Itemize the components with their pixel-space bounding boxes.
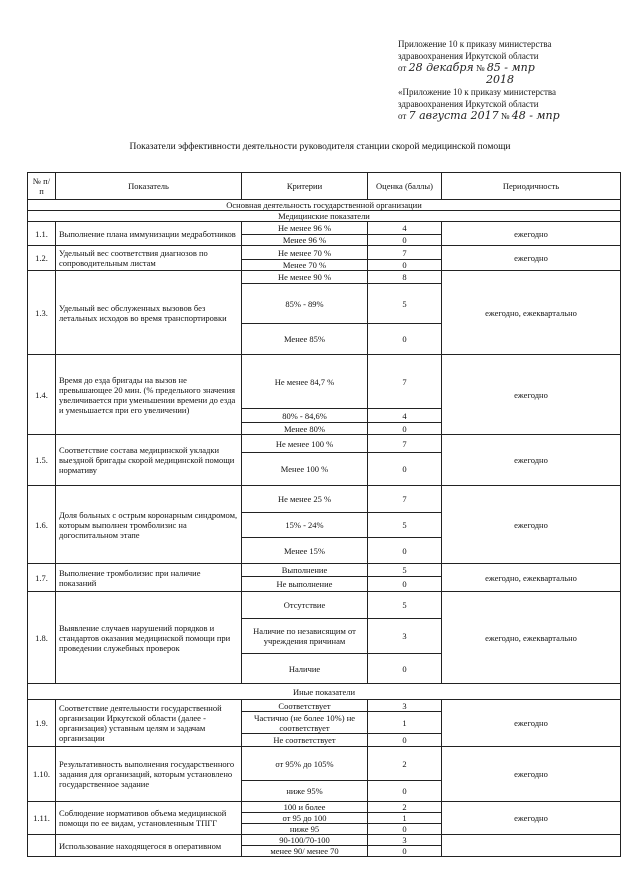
score-cell: 0 <box>368 846 442 857</box>
criterion-cell: Не менее 96 % <box>242 222 368 235</box>
criterion-cell: Менее 70 % <box>242 260 368 271</box>
row-number: 1.6. <box>28 486 56 564</box>
score-cell: 4 <box>368 222 442 235</box>
criterion-cell: Частично (не более 10%) не соответствует <box>242 712 368 734</box>
criterion-cell: Не соответствует <box>242 734 368 747</box>
criterion-cell: Менее 15% <box>242 538 368 564</box>
score-cell: 1 <box>368 712 442 734</box>
score-cell: 0 <box>368 824 442 835</box>
indicator-name: Выполнение плана иммунизации медработников <box>56 222 242 246</box>
table-row <box>28 355 621 409</box>
periodicity-cell: ежегодно <box>442 802 621 835</box>
col-header-criteria: Критерии <box>242 173 368 200</box>
section-title: Медицинские показатели <box>28 211 621 222</box>
criterion-cell: 90-100/70-100 <box>242 835 368 846</box>
row-number: 1.2. <box>28 246 56 271</box>
criterion-cell: 15% - 24% <box>242 513 368 538</box>
document-title: Показатели эффективности деятельности руководителя станции скорой медицинской помощи <box>129 142 511 152</box>
score-cell: 3 <box>368 700 442 712</box>
row-number: 1.11. <box>28 802 56 835</box>
periodicity-cell: ежегодно <box>442 486 621 564</box>
handwritten-date: 28 декабря <box>408 61 474 74</box>
row-number: 1.10. <box>28 747 56 802</box>
score-cell: 0 <box>368 324 442 355</box>
score-cell: 0 <box>368 654 442 684</box>
row-number: 1.5. <box>28 435 56 486</box>
criterion-cell: Не менее 100 % <box>242 435 368 453</box>
criterion-cell: Менее 80% <box>242 423 368 435</box>
row-number: 1.7. <box>28 564 56 592</box>
criterion-cell: Соответствует <box>242 700 368 712</box>
criterion-cell: Менее 100 % <box>242 453 368 486</box>
score-cell: 0 <box>368 577 442 592</box>
criterion-cell: 80% - 84,6% <box>242 409 368 423</box>
criterion-cell: Не выполнение <box>242 577 368 592</box>
indicator-name: Время до езда бригады на вызов не превышающее 20 мин. (% предельного значения увеличивается при уменьшении времени до езда и уменьшается при его увеличении) <box>56 355 242 435</box>
table-row <box>28 435 621 453</box>
handwritten-date: 7 августа 2017 <box>408 109 499 122</box>
periodicity-cell: ежегодно, ежеквартально <box>442 271 621 355</box>
indicator-name: Выполнение тромболизис при наличие показаний <box>56 564 242 592</box>
criterion-cell: Выполнение <box>242 564 368 577</box>
header-line: здравоохранения Иркутской области <box>398 51 539 61</box>
score-cell: 3 <box>368 835 442 846</box>
criterion-cell: Отсутствие <box>242 592 368 619</box>
indicator-name: Соответствие состава медицинской укладки выездной бригады скорой медицинской помощи нормативу <box>56 435 242 486</box>
criterion-cell: Менее 85% <box>242 324 368 355</box>
score-cell: 7 <box>368 246 442 260</box>
periodicity-cell <box>442 835 621 857</box>
section-title: Иные показатели <box>28 684 621 700</box>
indicator-name: Соответствие деятельности государственной организации Иркутской области (далее - организация) уставным целям и задачам организации <box>56 700 242 747</box>
criterion-cell: 85% - 89% <box>242 284 368 324</box>
table-row <box>28 564 621 577</box>
section-row <box>28 684 621 700</box>
score-cell: 0 <box>368 235 442 246</box>
score-cell: 4 <box>368 409 442 423</box>
score-cell: 0 <box>368 453 442 486</box>
score-cell: 7 <box>368 435 442 453</box>
table-row <box>28 835 621 846</box>
score-cell: 2 <box>368 747 442 781</box>
handwritten-year: 2018 <box>486 73 514 86</box>
score-cell: 0 <box>368 734 442 747</box>
indicator-name: Доля больных с острым коронарным синдромом, которым выполнен тромболизис на догоспитальном этапе <box>56 486 242 564</box>
score-cell: 0 <box>368 260 442 271</box>
handwritten-number: 48 - мпр <box>511 109 560 122</box>
col-header-indicator: Показатель <box>56 173 242 200</box>
table-row <box>28 486 621 513</box>
score-cell: 1 <box>368 813 442 824</box>
criterion-cell: от 95 до 100 <box>242 813 368 824</box>
criterion-cell: Не менее 25 % <box>242 486 368 513</box>
criterion-cell: ниже 95 <box>242 824 368 835</box>
col-header-num: № п/п <box>28 173 56 200</box>
table-row <box>28 222 621 235</box>
order-header-current <box>398 38 552 86</box>
order-header-original <box>398 86 560 122</box>
score-cell: 5 <box>368 513 442 538</box>
criterion-cell: Наличие по независящим от учреждения причинам <box>242 619 368 654</box>
row-number: 1.3. <box>28 271 56 355</box>
periodicity-cell: ежегодно, ежеквартально <box>442 592 621 684</box>
indicator-name: Использование находящегося в оперативном <box>56 835 242 857</box>
score-cell: 8 <box>368 271 442 284</box>
header-date-line: от 28 декабря № 85 - мпр <box>398 61 535 74</box>
periodicity-cell: ежегодно <box>442 355 621 435</box>
indicator-name: Соблюдение нормативов объема медицинской помощи по ее видам, установленным ТПГГ <box>56 802 242 835</box>
periodicity-cell: ежегодно <box>442 246 621 271</box>
criterion-cell: Не менее 70 % <box>242 246 368 260</box>
periodicity-cell: ежегодно, ежеквартально <box>442 564 621 592</box>
criterion-cell: Наличие <box>242 654 368 684</box>
section-title: Основная деятельность государственной организации <box>28 200 621 211</box>
criterion-cell: от 95% до 105% <box>242 747 368 781</box>
score-cell: 2 <box>368 802 442 813</box>
row-number <box>28 835 56 857</box>
row-number: 1.9. <box>28 700 56 747</box>
indicator-name: Удельный вес обслуженных вызовов без летальных исходов во время транспортировки <box>56 271 242 355</box>
indicator-name: Удельный вес соответствия диагнозов по сопроводительным листам <box>56 246 242 271</box>
handwritten-number: 85 - мпр <box>486 61 535 74</box>
criterion-cell: менее 90/ менее 70 <box>242 846 368 857</box>
section-row <box>28 200 621 211</box>
header-line: здравоохранения Иркутской области <box>398 99 539 109</box>
criterion-cell: Менее 96 % <box>242 235 368 246</box>
row-number: 1.1. <box>28 222 56 246</box>
table-row <box>28 700 621 712</box>
header-line: Приложение 10 к приказу министерства <box>398 39 552 49</box>
col-header-period: Периодичность <box>442 173 621 200</box>
score-cell: 3 <box>368 619 442 654</box>
indicator-name: Результативность выполнения государственного задания для организаций, которым установлено государственное задание <box>56 747 242 802</box>
periodicity-cell: ежегодно <box>442 435 621 486</box>
score-cell: 0 <box>368 781 442 802</box>
score-cell: 0 <box>368 423 442 435</box>
score-cell: 7 <box>368 486 442 513</box>
header-line: «Приложение 10 к приказу министерства <box>398 87 557 97</box>
table-row <box>28 271 621 284</box>
periodicity-cell: ежегодно <box>442 747 621 802</box>
table-row <box>28 592 621 619</box>
criterion-cell: Не менее 84,7 % <box>242 355 368 409</box>
col-header-score: Оценка (баллы) <box>368 173 442 200</box>
criterion-cell: Не менее 90 % <box>242 271 368 284</box>
periodicity-cell: ежегодно <box>442 700 621 747</box>
table-row <box>28 802 621 813</box>
criterion-cell: 100 и более <box>242 802 368 813</box>
indicators-table <box>27 172 621 857</box>
score-cell: 5 <box>368 564 442 577</box>
score-cell: 0 <box>368 538 442 564</box>
score-cell: 7 <box>368 355 442 409</box>
indicator-name: Выявление случаев нарушений порядков и стандартов оказания медицинской помощи при проведении служебных проверок <box>56 592 242 684</box>
periodicity-cell: ежегодно <box>442 222 621 246</box>
row-number: 1.4. <box>28 355 56 435</box>
table-header-row <box>28 173 621 200</box>
score-cell: 5 <box>368 284 442 324</box>
table-row <box>28 747 621 781</box>
criterion-cell: ниже 95% <box>242 781 368 802</box>
row-number: 1.8. <box>28 592 56 684</box>
score-cell: 5 <box>368 592 442 619</box>
header-date-line: от 7 августа 2017 № 48 - мпр <box>398 109 560 122</box>
section-row <box>28 211 621 222</box>
table-row <box>28 246 621 260</box>
